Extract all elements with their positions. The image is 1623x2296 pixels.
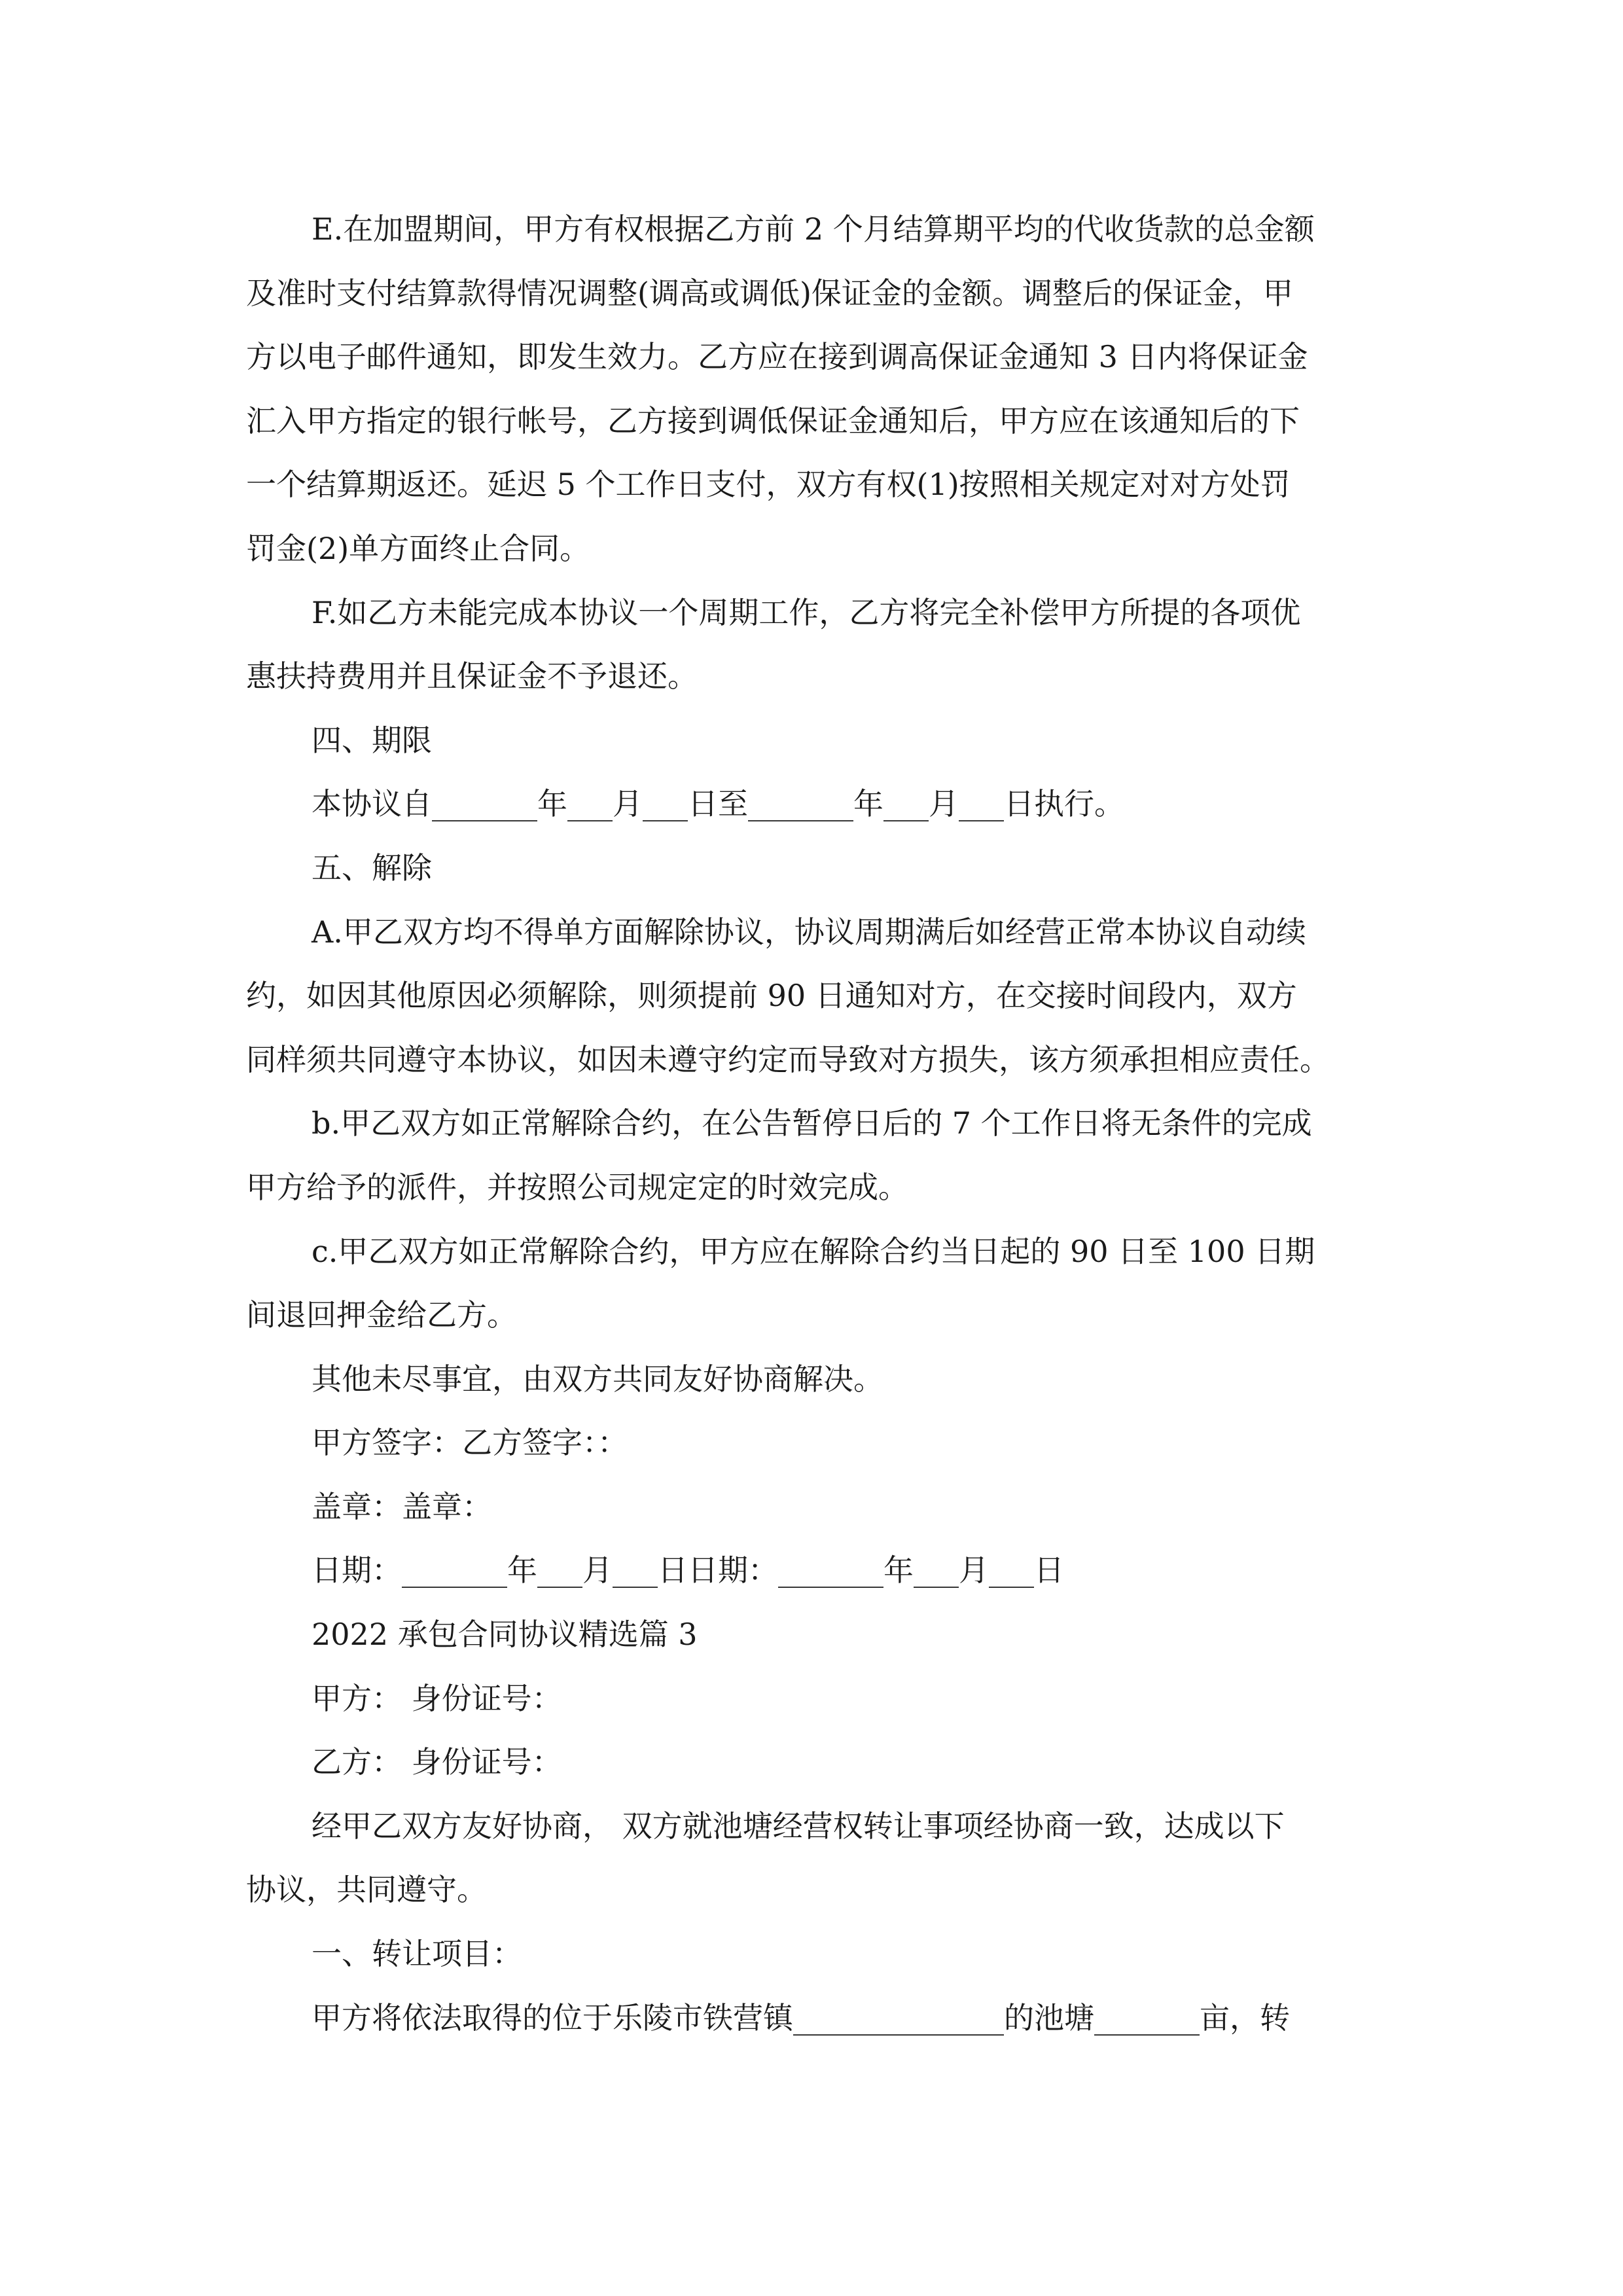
section-heading-termination: 五、解除 (312, 850, 432, 886)
paragraph-e-line-1: E.在加盟期间，甲方有权根据乙方前 2 个月结算期平均的代收货款的总金额 (312, 211, 1315, 247)
paragraph-e-line-6: 罚金(2)单方面终止合同。 (246, 530, 590, 566)
transfer-item-line-1: 甲方将依法取得的位于乐陵市铁营镇______________的池塘_______亩，转 (312, 2000, 1290, 2036)
paragraph-a-line-2: 约，如因其他原因必须解除，则须提前 90 日通知对方，在交接时间段内，双方 (246, 978, 1297, 1014)
agreement-intro-line-1: 经甲乙双方友好协商， 双方就池塘经营权转让事项经协商一致，达成以下 (312, 1808, 1285, 1844)
party-b-id-line: 乙方： 身份证号： (312, 1744, 562, 1780)
agreement-intro-line-2: 协议，共同遵守。 (246, 1872, 487, 1908)
paragraph-b-line-1: b.甲乙双方如正常解除合约，在公告暂停日后的 7 个工作日将无条件的完成 (312, 1105, 1312, 1141)
paragraph-e-line-5: 一个结算期返还。延迟 5 个工作日支付，双方有权(1)按照相关规定对对方处罚 (246, 467, 1291, 503)
section-heading-transfer-item: 一、转让项目： (312, 1936, 522, 1972)
signature-line: 甲方签字：乙方签字：： (312, 1425, 628, 1461)
paragraph-e-line-4: 汇入甲方指定的银行帐号，乙方接到调低保证金通知后，甲方应在该通知后的下 (246, 403, 1300, 439)
contract-title: 2022 承包合同协议精选篇 3 (312, 1617, 698, 1653)
document-body (246, 198, 1378, 2050)
other-matters-line: 其他未尽事宜，由双方共同友好协商解决。 (312, 1361, 883, 1397)
paragraph-f-line-1: F.如乙方未能完成本协议一个周期工作，乙方将完全补偿甲方所提的各项优 (312, 594, 1301, 630)
paragraph-e-line-3: 方以电子邮件通知，即发生效力。乙方应在接到调高保证金通知 3 日内将保证金 (246, 339, 1308, 375)
paragraph-e-line-2: 及准时支付结算款得情况调整(调高或调低)保证金的金额。调整后的保证金，甲 (246, 275, 1293, 311)
paragraph-b-line-2: 甲方给予的派件，并按照公司规定定的时效完成。 (246, 1169, 908, 1205)
party-a-id-line: 甲方： 身份证号： (312, 1680, 562, 1716)
paragraph-c-line-1: c.甲乙双方如正常解除合约，甲方应在解除合约当日起的 90 日至 100 日期 (312, 1233, 1315, 1269)
paragraph-a-line-3: 同样须共同遵守本协议，如因未遵守约定而导致对方损失，该方须承担相应责任。 (246, 1041, 1330, 1077)
section-heading-term: 四、期限 (312, 722, 432, 758)
term-period-line: 本协议自_______年___月___日至_______年___月___日执行。 (312, 786, 1124, 822)
paragraph-a-line-1: A.甲乙双方均不得单方面解除协议，协议周期满后如经营正常本协议自动续 (312, 914, 1306, 950)
date-line: 日期：_______年___月___日日期：_______年___月___日 (312, 1552, 1064, 1588)
seal-line: 盖章：盖章： (312, 1488, 492, 1524)
paragraph-c-line-2: 间退回押金给乙方。 (246, 1297, 517, 1333)
paragraph-f-line-2: 惠扶持费用并且保证金不予退还。 (246, 658, 698, 694)
